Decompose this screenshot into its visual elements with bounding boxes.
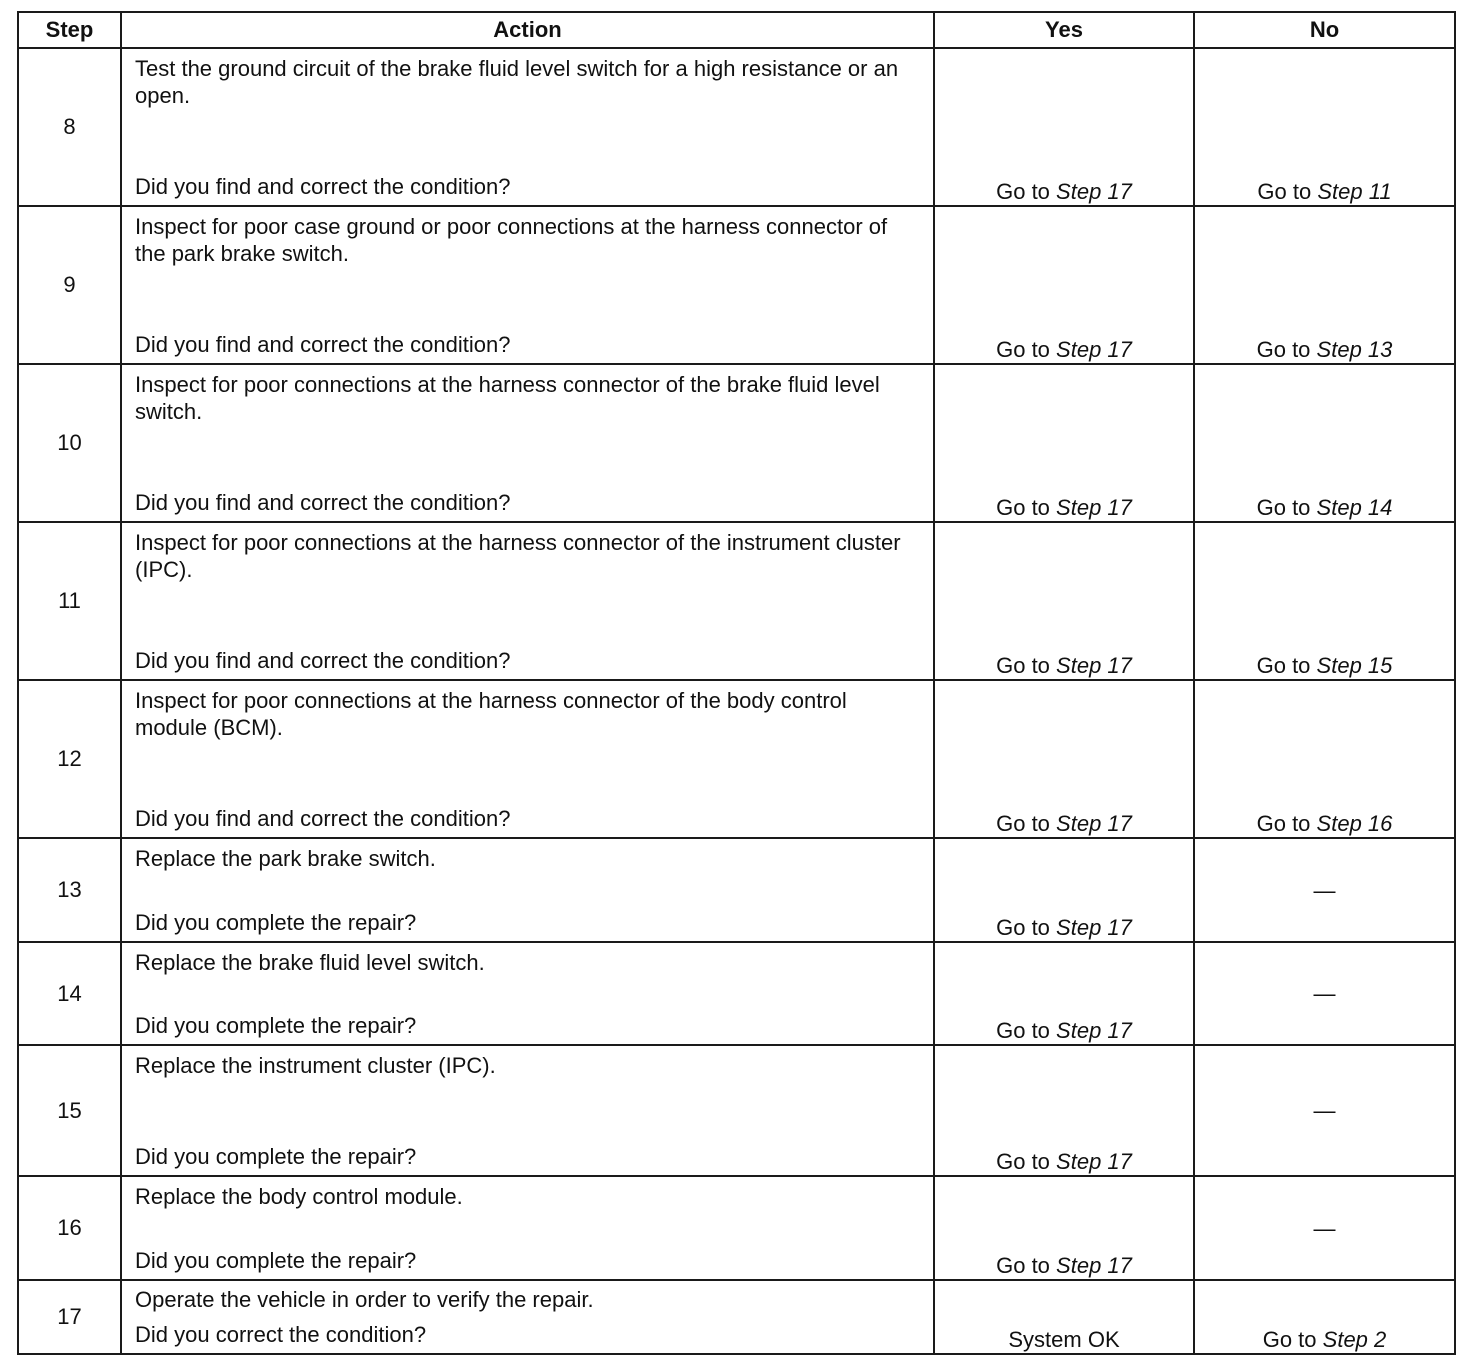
yes-prefix: Go to [996, 915, 1050, 940]
yes-step-link[interactable]: Step 17 [1056, 1018, 1132, 1043]
yes-prefix: Go to [996, 337, 1050, 362]
step-number: 14 [18, 942, 121, 1045]
no-dash: — [1313, 1098, 1336, 1123]
action-question: Did you find and correct the condition? [135, 806, 511, 831]
action-question: Did you find and correct the condition? [135, 174, 511, 199]
no-cell [1194, 838, 1455, 942]
action-question: Did you complete the repair? [135, 1013, 417, 1038]
no-step-link[interactable]: Step 13 [1316, 337, 1393, 362]
table-row [18, 680, 1455, 838]
action-cell [121, 522, 934, 680]
yes-cell [934, 838, 1194, 942]
action-instruction: Operate the vehicle in order to verify the repair. [135, 1287, 594, 1312]
yes-cell [934, 48, 1194, 206]
header-action: Action [121, 12, 934, 48]
yes-step-link[interactable]: Step 17 [1056, 811, 1132, 836]
no-prefix: Go to [1257, 179, 1312, 204]
yes-cell [934, 942, 1194, 1045]
no-prefix: Go to [1262, 1327, 1317, 1352]
no-cell [1194, 206, 1455, 364]
header-no: No [1194, 12, 1455, 48]
table-row [18, 1280, 1455, 1354]
no-cell [1194, 522, 1455, 680]
yes-cell [934, 206, 1194, 364]
action-cell [121, 364, 934, 522]
no-cell [1194, 48, 1455, 206]
table-row [18, 942, 1455, 1045]
action-question: Did you find and correct the condition? [135, 490, 511, 515]
action-question: Did you complete the repair? [135, 1248, 417, 1273]
no-cell [1194, 364, 1455, 522]
step-number: 8 [18, 48, 121, 206]
table-row [18, 48, 1455, 206]
no-dash: — [1313, 1215, 1336, 1241]
step-number: 12 [18, 680, 121, 838]
step-number: 15 [18, 1045, 121, 1176]
action-instruction: Replace the body control module. [135, 1184, 463, 1209]
yes-cell [934, 522, 1194, 680]
action-cell [121, 838, 934, 942]
no-step-link[interactable]: Step 16 [1316, 811, 1393, 836]
action-instruction: Replace the park brake switch. [135, 846, 436, 871]
action-cell [121, 206, 934, 364]
action-instruction: Inspect for poor connections at the harness connector of the brake fluid level switch. [135, 372, 880, 424]
action-instruction: Replace the instrument cluster (IPC). [135, 1053, 496, 1078]
action-question: Did you complete the repair? [135, 910, 417, 935]
no-cell [1194, 680, 1455, 838]
action-cell [121, 680, 934, 838]
yes-cell [934, 364, 1194, 522]
yes-step-link[interactable]: Step 17 [1056, 337, 1132, 362]
no-step-link[interactable]: Step 14 [1316, 495, 1393, 520]
action-cell [121, 942, 934, 1045]
yes-step-link[interactable]: Step 17 [1056, 915, 1132, 940]
step-number: 13 [18, 838, 121, 942]
no-prefix: Go to [1256, 337, 1311, 362]
no-dash: — [1313, 877, 1336, 903]
no-prefix: Go to [1256, 653, 1311, 678]
action-instruction: Inspect for poor connections at the harness connector of the body control module (BCM). [135, 688, 847, 740]
yes-step-link[interactable]: Step 17 [1056, 1253, 1132, 1278]
no-cell [1194, 1280, 1455, 1354]
yes-text: System OK [1008, 1327, 1120, 1352]
no-step-link[interactable]: Step 15 [1316, 653, 1393, 678]
action-question: Did you find and correct the condition? [135, 648, 511, 673]
yes-prefix: Go to [996, 179, 1050, 204]
action-question: Did you correct the condition? [135, 1322, 427, 1347]
action-instruction: Replace the brake fluid level switch. [135, 950, 485, 975]
no-step-link[interactable]: Step 11 [1317, 179, 1392, 204]
yes-prefix: Go to [996, 811, 1050, 836]
no-cell [1194, 1045, 1455, 1176]
diagnostic-table [17, 11, 1456, 1355]
action-cell [121, 1280, 934, 1354]
yes-cell [934, 1176, 1194, 1280]
table-row [18, 838, 1455, 942]
yes-cell [934, 1045, 1194, 1176]
step-number: 11 [18, 522, 121, 680]
yes-step-link[interactable]: Step 17 [1056, 1149, 1132, 1174]
step-number: 16 [18, 1176, 121, 1280]
yes-prefix: Go to [996, 1253, 1050, 1278]
action-cell [121, 1045, 934, 1176]
header-row [18, 12, 1455, 48]
header-step: Step [18, 12, 121, 48]
yes-prefix: Go to [996, 495, 1050, 520]
no-step-link[interactable]: Step 2 [1322, 1327, 1387, 1352]
yes-step-link[interactable]: Step 17 [1056, 495, 1132, 520]
table-row [18, 1176, 1455, 1280]
step-number: 9 [18, 206, 121, 364]
yes-step-link[interactable]: Step 17 [1056, 179, 1132, 204]
table-row [18, 522, 1455, 680]
action-instruction: Test the ground circuit of the brake fluid level switch for a high resistance or an open. [135, 56, 899, 108]
action-instruction: Inspect for poor case ground or poor connections at the harness connector of the park brake switch. [135, 214, 888, 266]
no-cell [1194, 942, 1455, 1045]
action-instruction: Inspect for poor connections at the harness connector of the instrument cluster (IPC). [135, 530, 901, 582]
table-row [18, 206, 1455, 364]
table-row [18, 1045, 1455, 1176]
no-prefix: Go to [1256, 811, 1311, 836]
header-yes: Yes [934, 12, 1194, 48]
yes-prefix: Go to [996, 1149, 1050, 1174]
no-cell [1194, 1176, 1455, 1280]
yes-prefix: Go to [996, 653, 1050, 678]
action-question: Did you find and correct the condition? [135, 332, 511, 357]
yes-prefix: Go to [996, 1018, 1050, 1043]
no-prefix: Go to [1256, 495, 1311, 520]
step-number: 17 [18, 1280, 121, 1354]
no-dash: — [1313, 981, 1336, 1006]
table-row [18, 364, 1455, 522]
action-question: Did you complete the repair? [135, 1144, 417, 1169]
yes-cell [934, 1280, 1194, 1354]
yes-cell [934, 680, 1194, 838]
yes-step-link[interactable]: Step 17 [1056, 653, 1132, 678]
action-cell [121, 1176, 934, 1280]
action-cell [121, 48, 934, 206]
step-number: 10 [18, 364, 121, 522]
